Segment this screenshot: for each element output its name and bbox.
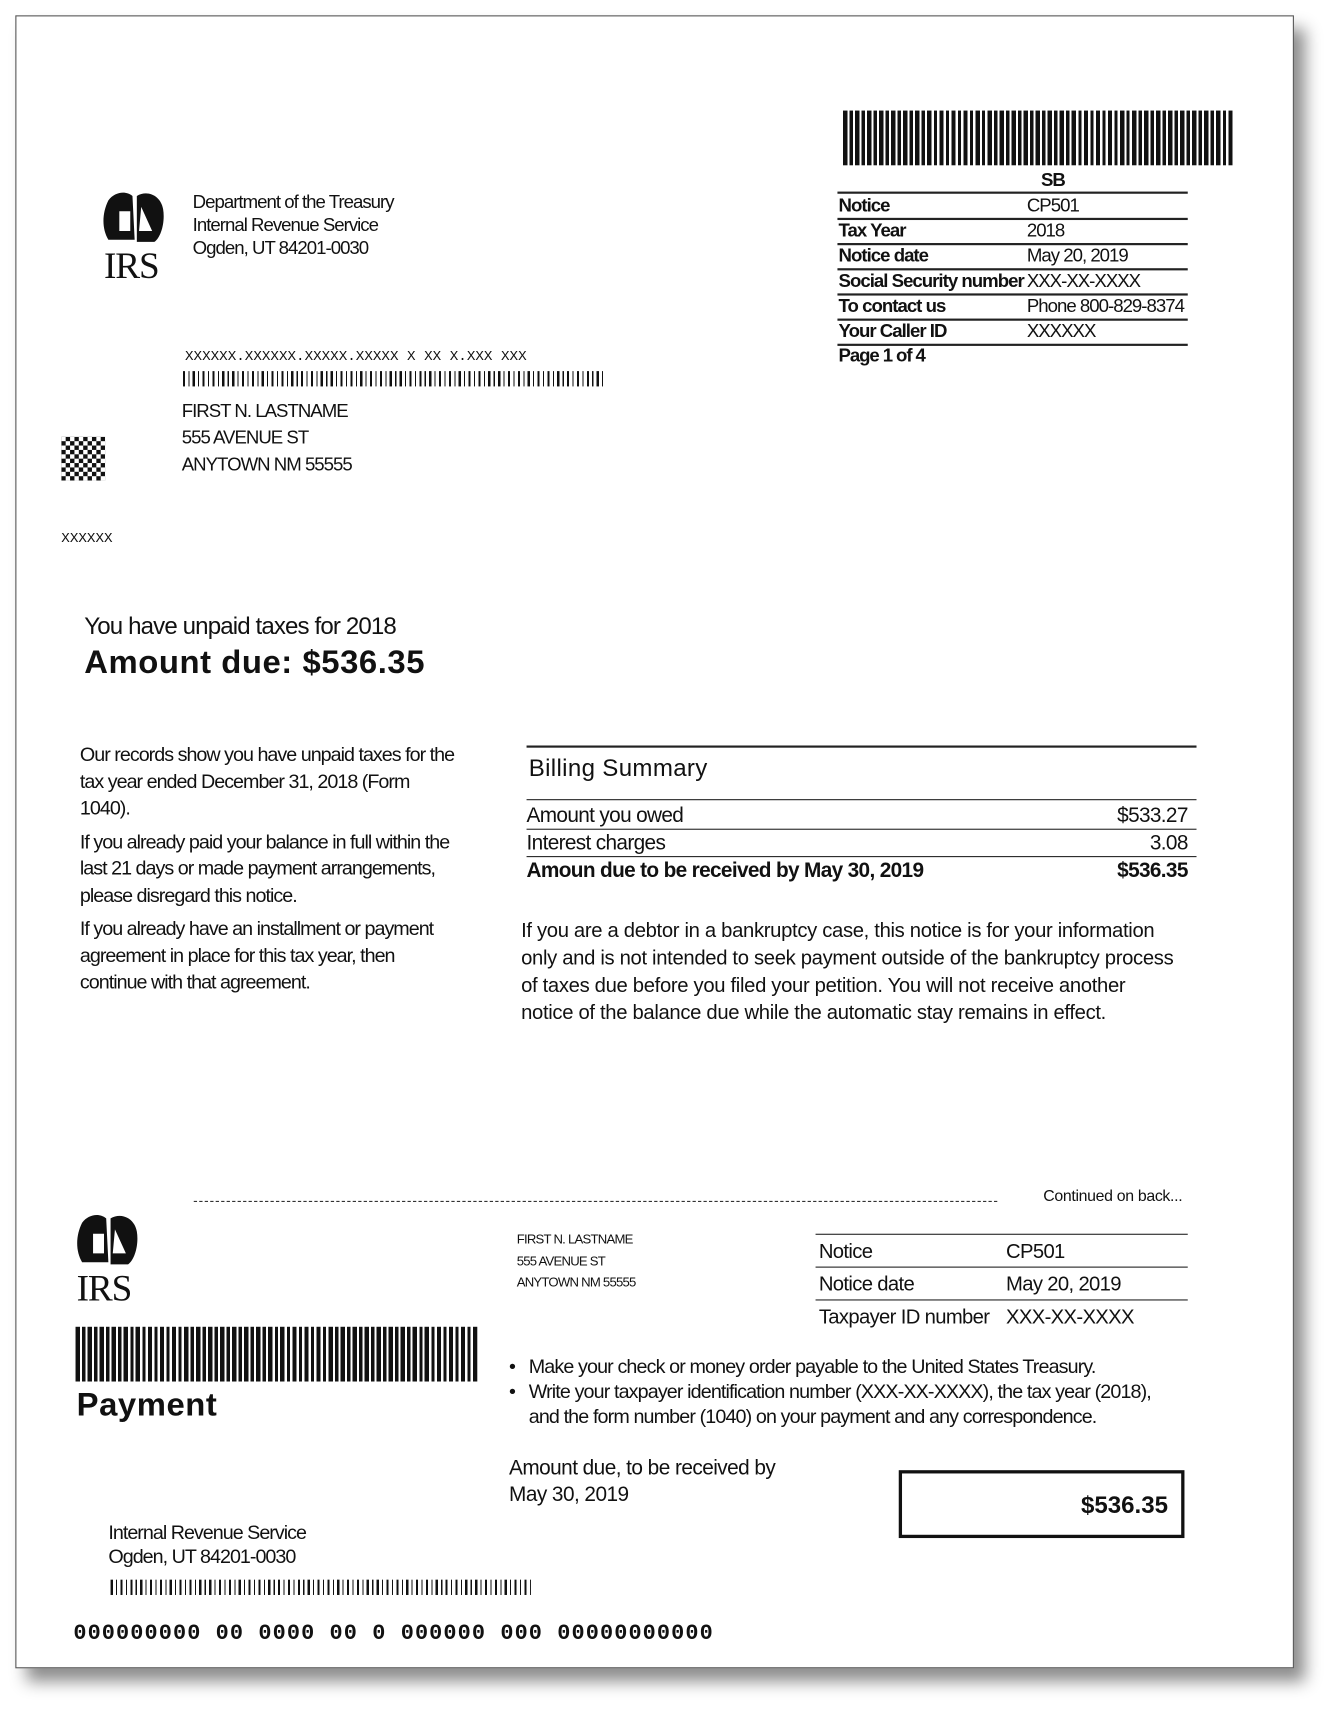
irs-eagle-logo <box>73 1212 141 1273</box>
billing-summary <box>527 745 1197 890</box>
billing-label: Amoun due to be received by May 30, 2019 <box>526 859 924 883</box>
return-address-line2: Ogden, UT 84201-0030 <box>108 1545 296 1568</box>
stub-info-value: XXX-XX-XXXX <box>1006 1304 1134 1328</box>
info-value: XXX-XX-XXXX <box>1026 270 1141 292</box>
stub-info-table <box>816 1234 1188 1333</box>
billing-label: Amount you owed <box>526 804 684 828</box>
info-row <box>837 294 1187 320</box>
amount-due-heading: Amount due: $536.35 <box>84 644 426 681</box>
barcode <box>843 111 1234 166</box>
paragraph: If you already paid your balance in full within the last 21 days or made payment arrangements, please disregard this notice. <box>79 830 450 906</box>
info-label: Notice <box>838 194 890 216</box>
recipient-city: ANYTOWN NM 55555 <box>181 454 352 476</box>
stub-info-value: May 20, 2019 <box>1006 1272 1121 1296</box>
qr-code <box>61 437 105 481</box>
stub-info-label: Taxpayer ID number <box>818 1304 990 1328</box>
info-label: To contact us <box>838 295 946 317</box>
info-value: CP501 <box>1026 194 1079 216</box>
info-row <box>837 219 1187 245</box>
divider <box>527 799 1197 800</box>
stub-info-row <box>816 1301 1188 1333</box>
info-row <box>837 320 1187 346</box>
stub-bullets <box>509 1354 1166 1430</box>
notice-page <box>15 15 1294 1668</box>
recipient-name: FIRST N. LASTNAME <box>181 400 348 422</box>
postal-barcode <box>183 371 603 386</box>
bullet-text: Make your check or money order payable to the United States Treasury. <box>528 1355 1096 1378</box>
stub-info-label: Notice <box>818 1239 873 1263</box>
info-label: Social Security number <box>838 270 1024 292</box>
stub-info-label: Notice date <box>818 1272 915 1296</box>
sender-line1: Department of the Treasury <box>192 191 394 213</box>
billing-row <box>527 830 1197 857</box>
billing-value: 3.08 <box>1149 831 1188 855</box>
sender-line3: Ogden, UT 84201-0030 <box>192 237 369 259</box>
bankruptcy-notice: If you are a debtor in a bankruptcy case, this notice is for your information only and is not intended to seek payment outside of the bankruptcy process of taxes due before you filed your petition. You will not receive another notice of the balance due while the automatic stay remains in effect. <box>521 918 1174 1024</box>
stub-barcode <box>76 1327 478 1382</box>
page-number: Page 1 of 4 <box>838 344 925 366</box>
amount-due-box <box>899 1470 1185 1538</box>
return-address-line1: Internal Revenue Service <box>108 1521 306 1544</box>
billing-value: $536.35 <box>1117 859 1188 883</box>
stub-recipient-name: FIRST N. LASTNAME <box>516 1231 633 1247</box>
billing-row <box>527 802 1197 829</box>
stub-info-value: CP501 <box>1006 1239 1065 1263</box>
tear-line <box>194 1201 998 1202</box>
bullet-text: Write your taxpayer identification number (XXX-XX-XXXX), the tax year (2018), and the form number (1040) on your payment and any correspondence. <box>528 1380 1151 1428</box>
billing-label: Interest charges <box>526 831 666 855</box>
reference-code: XXXXXX <box>61 529 113 547</box>
info-value: XXXXXX <box>1026 320 1096 342</box>
stub-info-row <box>816 1235 1188 1268</box>
info-label: Notice date <box>838 245 929 267</box>
postal-barcode <box>111 1580 531 1595</box>
info-code: SB <box>1041 169 1065 191</box>
paragraph: Our records show you have unpaid taxes for the tax year ended December 31, 2018 (Form 1040). <box>79 743 455 819</box>
sender-line2: Internal Revenue Service <box>192 214 378 236</box>
payment-title: Payment <box>76 1386 218 1424</box>
mail-code: XXXXXX.XXXXXX.XXXXX.XXXXX X XX X.XXX XXX <box>185 348 527 365</box>
bullet-item: • Write your taxpayer identification number (XXX-XX-XXXX), the tax year (2018), and the form number (1040) on your payment and any correspondence. <box>509 1379 1166 1429</box>
stub-info-row <box>816 1268 1188 1301</box>
info-value: May 20, 2019 <box>1026 245 1128 267</box>
recipient-street: 555 AVENUE ST <box>181 426 309 448</box>
info-row <box>837 269 1187 295</box>
info-row <box>837 194 1187 220</box>
amount-due-value: $536.35 <box>1080 1490 1169 1519</box>
irs-logo-text: IRS <box>103 246 159 287</box>
info-row <box>837 244 1187 270</box>
irs-logo-text: IRS <box>76 1268 132 1310</box>
amount-due-label-2: May 30, 2019 <box>509 1483 629 1507</box>
billing-title: Billing Summary <box>528 754 708 782</box>
unpaid-taxes-heading: You have unpaid taxes for 2018 <box>84 611 396 640</box>
billing-value: $533.27 <box>1117 804 1188 828</box>
left-paragraphs <box>80 741 458 996</box>
continued-note: Continued on back... <box>1043 1187 1183 1206</box>
billing-row <box>527 857 1197 883</box>
info-label: Tax Year <box>838 220 906 241</box>
paragraph: If you already have an installment or payment agreement in place for this tax year, then continue with that agreement. <box>79 917 434 993</box>
info-value: Phone 800-829-8374 <box>1026 295 1184 317</box>
scanline: 000000000 00 0000 00 0 000000 000 00000000000 <box>73 1621 714 1647</box>
info-label: Your Caller ID <box>838 320 947 342</box>
info-value: 2018 <box>1026 220 1065 241</box>
amount-due-label-1: Amount due, to be received by <box>509 1457 776 1481</box>
irs-eagle-logo <box>100 189 168 250</box>
bullet-item: • Make your check or money order payable to the United States Treasury. <box>509 1354 1166 1379</box>
stub-recipient-city: ANYTOWN NM 55555 <box>516 1274 636 1290</box>
stub-recipient-street: 555 AVENUE ST <box>516 1253 606 1269</box>
